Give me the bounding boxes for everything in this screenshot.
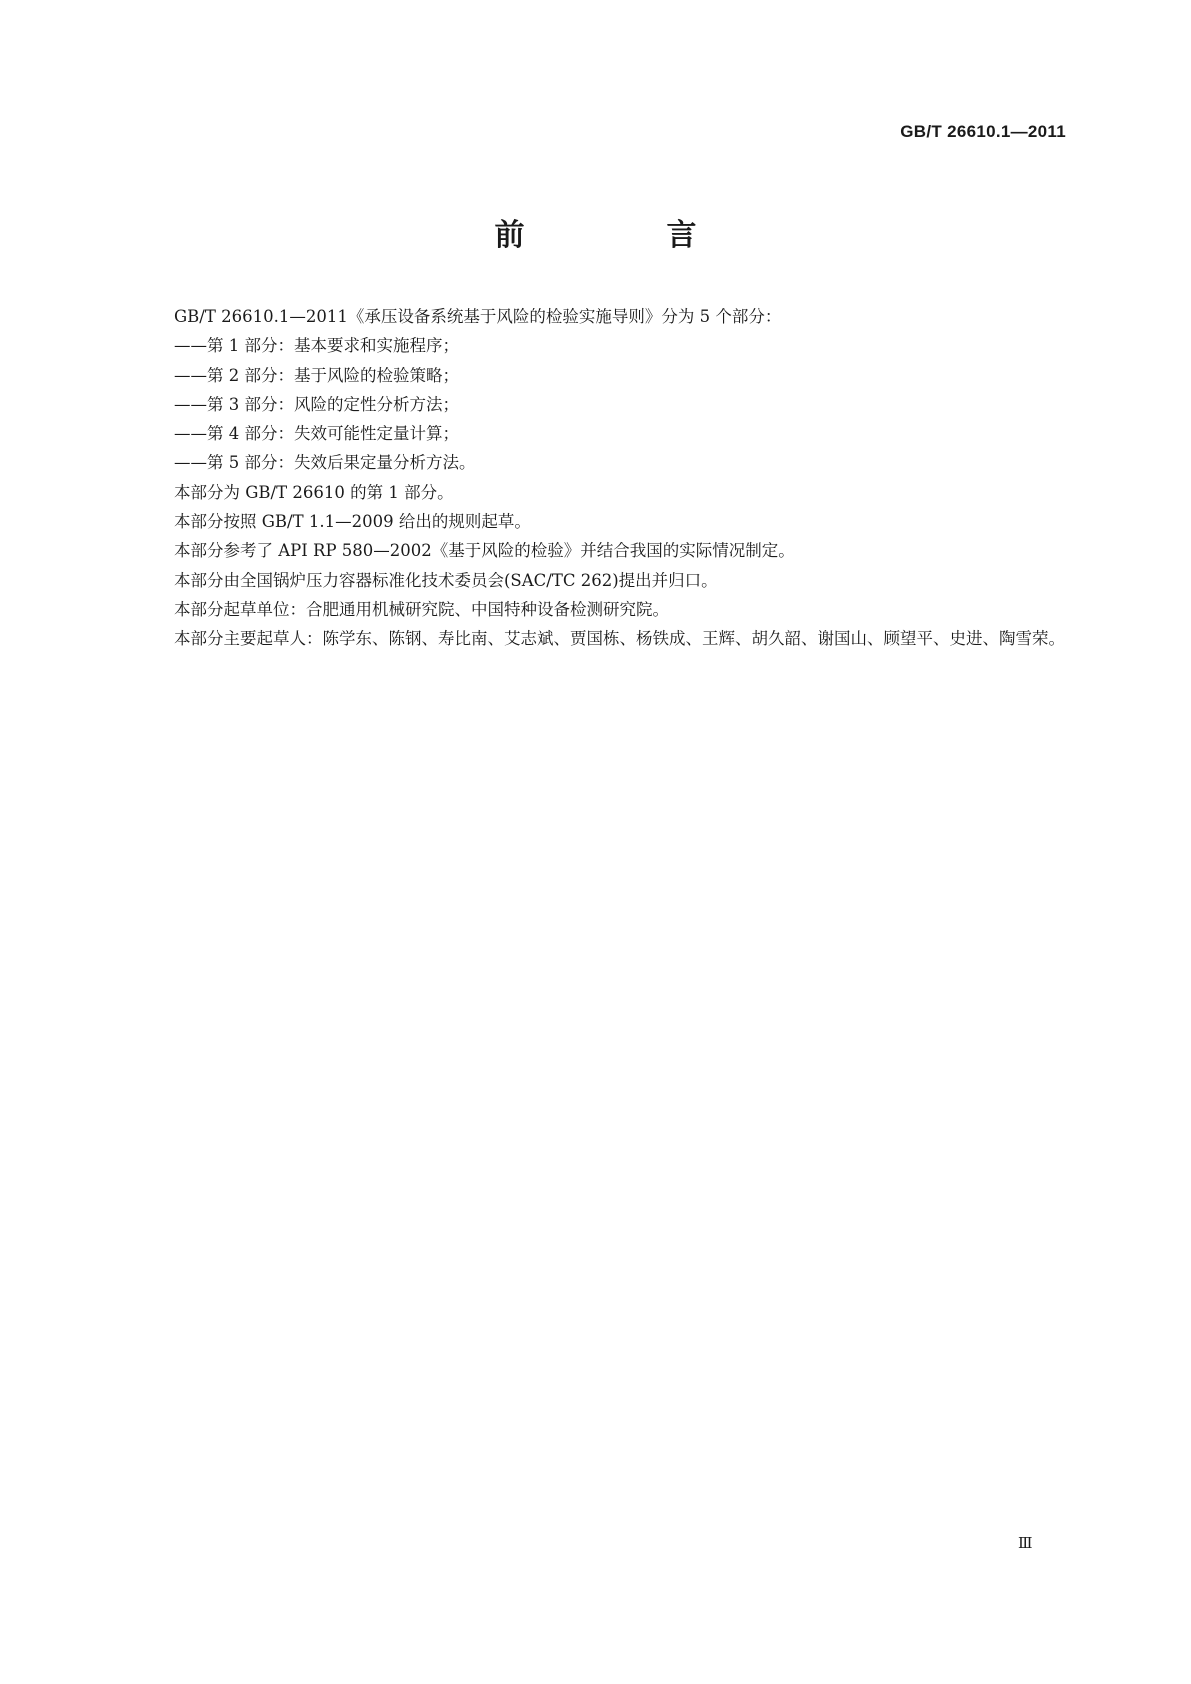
page-number: Ⅲ (1018, 1536, 1033, 1552)
part-statement-paragraph: 本部分为 GB/T 26610 的第 1 部分。 (174, 482, 454, 502)
drafting-units-paragraph: 本部分起草单位：合肥通用机械研究院、中国特种设备检测研究院。 (174, 599, 669, 619)
proposer-paragraph: 本部分由全国锅炉压力容器标准化技术委员会(SAC/TC 262)提出并归口。 (174, 570, 718, 590)
part-list-item-1: ——第 1 部分：基本要求和实施程序； (174, 336, 459, 356)
intro-paragraph: GB/T 26610.1—2011《承压设备系统基于风险的检验实施导则》分为 5 个部分： (174, 307, 782, 326)
part-list-item-5: ——第 5 部分：失效后果定量分析方法。 (174, 453, 476, 473)
reference-paragraph: 本部分参考了 API RP 580—2002《基于风险的检验》并结合我国的实际情况制定。 (174, 541, 795, 561)
foreword-body (135, 302, 1065, 654)
part-list-item-2: ——第 2 部分：基于风险的检验策略； (174, 365, 459, 385)
page-title: 前 言 (494, 218, 753, 253)
part-list-item-4: ——第 4 部分：失效可能性定量计算； (174, 424, 459, 444)
part-list-item-3: ——第 3 部分：风险的定性分析方法； (174, 394, 459, 414)
drafters-paragraph: 本部分主要起草人：陈学东、陈钢、寿比南、艾志斌、贾国栋、杨铁成、王辉、胡久韶、谢国山、顾望平、史进、陶雪荣。 (174, 629, 1065, 649)
drafting-rules-paragraph: 本部分按照 GB/T 1.1—2009 给出的规则起草。 (174, 512, 531, 532)
standard-code: GB/T 26610.1—2011 (900, 122, 1066, 141)
